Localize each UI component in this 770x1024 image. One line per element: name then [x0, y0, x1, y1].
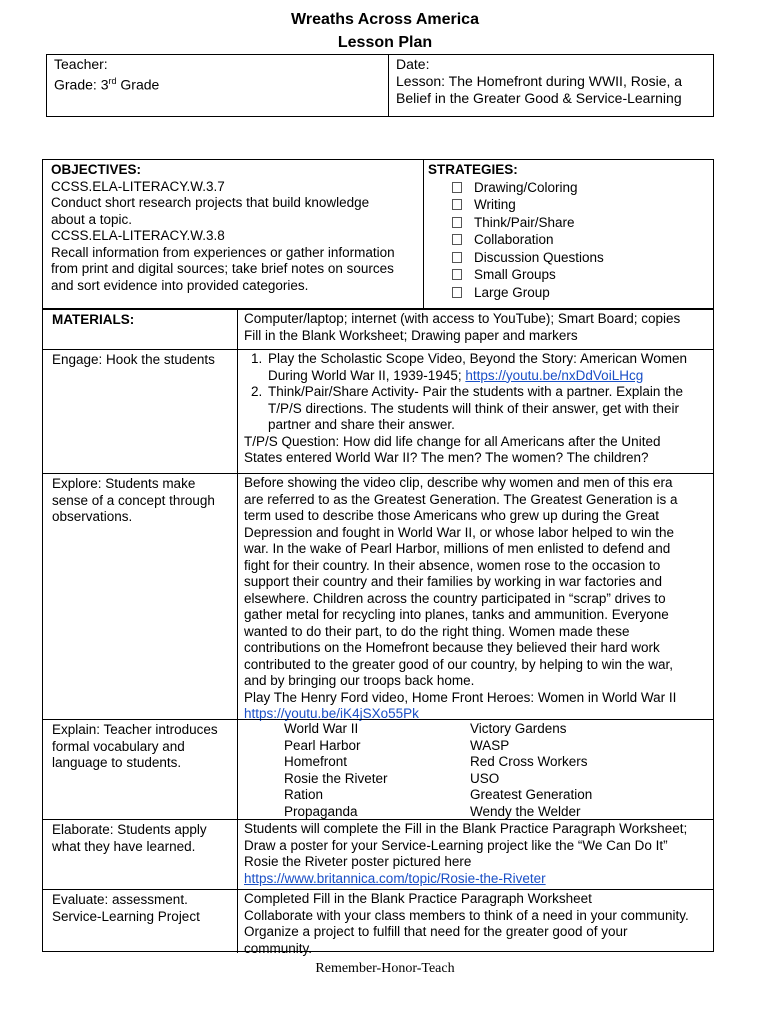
materials-label: MATERIALS:: [52, 312, 135, 327]
checkbox-icon[interactable]: [452, 234, 462, 245]
checkbox-icon[interactable]: [452, 287, 462, 298]
objective-line: CCSS.ELA-LITERACY.W.3.8: [51, 228, 225, 243]
strategy-item: Discussion Questions: [452, 249, 710, 267]
objective-line: CCSS.ELA-LITERACY.W.3.7: [51, 178, 225, 194]
elaborate-content: Students will complete the Fill in the Blank Practice Paragraph Worksheet; Draw a poster for your Service-Learning project like the “We Can Do It” Rosie the Riveter poster pictured here https://www.britannica.com/topic/Rosie-the-Riveter: [237, 820, 713, 890]
henry-ford-video-link[interactable]: https://youtu.be/iK4jSXo55Pk: [244, 706, 419, 721]
grade-label: Grade: 3rd Grade: [54, 76, 160, 93]
document-subtitle: Lesson Plan: [337, 34, 433, 51]
materials-content: [237, 310, 713, 350]
explore-content: Before showing the video clip, describe why women and men of this era are referred to as the Greatest Generation. The Greatest Generation is a term used to describe those Americans who grew up during the Great Depression and fought in World War II, or whose labor helped to win the war. In the wake of Pearl Harbor, millions of men enlisted to defend and fight for their country. In their absence, women rose to the occasion to support their country and their families by working in war factories and elsewhere. Children across the country participated in “scrap” drives to gather metal for recycling into planes, tanks and ammunition. Everyone wanted to do their part, to do the right thing. Women made these contributions on the Homefront because they believed their hard work contributed to the greater good of our country, by helping to win the war, and by bringing our troops back home. Play The Henry Ford video, Home Front Heroes: Women in World War II https://youtu.be/iK4jSXo55Pk: [237, 474, 713, 720]
vocab-term: Greatest Generation: [470, 787, 593, 802]
materials-line: Computer/laptop; internet (with access to YouTube); Smart Board; copies: [244, 311, 681, 326]
vocab-term: World War II: [284, 721, 359, 736]
checkbox-icon[interactable]: [452, 182, 462, 193]
strategies-heading: STRATEGIES:: [428, 162, 518, 177]
vocab-term: Red Cross Workers: [470, 754, 588, 769]
tps-question-line: T/P/S Question: How did life change for all Americans after the United: [244, 433, 661, 449]
explain-row: [43, 719, 713, 820]
vocab-term: Wendy the Welder: [470, 803, 581, 819]
header-left-cell: [47, 55, 389, 116]
materials-row: [43, 309, 713, 350]
evaluate-row: [43, 889, 713, 956]
scholastic-video-link[interactable]: https://youtu.be/nxDdVoiLHcg: [465, 367, 644, 383]
lesson-title-line: Belief in the Greater Good & Service-Learning: [396, 90, 682, 106]
vocabulary-list: [237, 720, 713, 820]
date-label: Date:: [396, 56, 430, 72]
objectives-strategies-table: [42, 159, 714, 309]
vocab-term: Ration: [284, 787, 324, 802]
vocab-term: Pearl Harbor: [284, 737, 361, 753]
checkbox-icon[interactable]: [452, 199, 462, 210]
strategy-item: Collaboration: [452, 231, 710, 249]
vocab-term: USO: [470, 770, 500, 786]
objective-line: from print and digital sources; take brief notes on sources: [51, 261, 394, 276]
objective-line: Recall information from experiences or gather information: [51, 244, 395, 260]
page-footer: Remember-Honor-Teach: [315, 961, 455, 976]
document-title: Wreaths Across America: [291, 11, 479, 28]
objective-line: about a topic.: [51, 211, 133, 227]
evaluate-label: Evaluate: assessment. Service-Learning Project: [52, 892, 200, 924]
explore-row: [43, 473, 713, 720]
header-right-cell: [389, 55, 714, 116]
checkbox-icon[interactable]: [452, 252, 462, 263]
tps-question-line: States entered World War II? The men? The women? The children?: [244, 450, 649, 465]
objective-line: and sort evidence into provided categories.: [51, 277, 309, 293]
strategy-item: Large Group: [452, 284, 710, 302]
engage-step-2: 2. Think/Pair/Share Activity- Pair the students with a partner. Explain the T/P/S directions. The students will think of their answer, get with their partner and share their answer.: [266, 384, 707, 434]
objectives-cell: [43, 160, 423, 308]
strategy-item: Small Groups: [452, 266, 710, 284]
header-table: [46, 54, 714, 117]
britannica-link[interactable]: https://www.britannica.com/topic/Rosie-the-Riveter: [244, 870, 546, 886]
elaborate-row: [43, 819, 713, 890]
strategies-cell: [423, 160, 714, 308]
teacher-label: Teacher:: [54, 56, 108, 72]
vocab-term: Rosie the Riveter: [284, 770, 388, 786]
engage-label: Engage: Hook the students: [52, 352, 215, 367]
vocab-term: Victory Gardens: [470, 721, 567, 736]
lesson-steps-table: [42, 309, 714, 956]
lesson-title-line: Lesson: The Homefront during WWII, Rosie, a: [396, 73, 683, 89]
vocab-term: Homefront: [284, 754, 348, 769]
strategies-list: [428, 179, 710, 302]
evaluate-content: Completed Fill in the Blank Practice Paragraph Worksheet Collaborate with your class members to think of a need in your community. Organize a project to fulfill that need for the greater good of your community.: [237, 890, 713, 953]
strategy-item: Writing: [452, 196, 710, 214]
objective-line: Conduct short research projects that build knowledge: [51, 195, 370, 210]
objectives-heading: OBJECTIVES:: [51, 162, 142, 177]
checkbox-icon[interactable]: [452, 269, 462, 280]
strategy-item: Drawing/Coloring: [452, 179, 710, 197]
explain-label: Explain: Teacher introduces formal vocabulary and language to students.: [52, 722, 218, 770]
vocab-term: Propaganda: [284, 803, 358, 819]
checkbox-icon[interactable]: [452, 217, 462, 228]
strategy-item: Think/Pair/Share: [452, 214, 710, 232]
engage-content: [237, 350, 713, 474]
explore-label: Explore: Students make sense of a concept through observations.: [52, 476, 215, 524]
materials-line: Fill in the Blank Worksheet; Drawing paper and markers: [244, 327, 578, 343]
vocab-term: WASP: [470, 737, 510, 753]
engage-step-1: 1. Play the Scholastic Scope Video, Beyond the Story: American Women During World War II, 1939-1945; https://youtu.be/nxDdVoiLHcg: [266, 351, 707, 384]
elaborate-label: Elaborate: Students apply what they have learned.: [52, 822, 207, 854]
engage-row: [43, 349, 713, 474]
